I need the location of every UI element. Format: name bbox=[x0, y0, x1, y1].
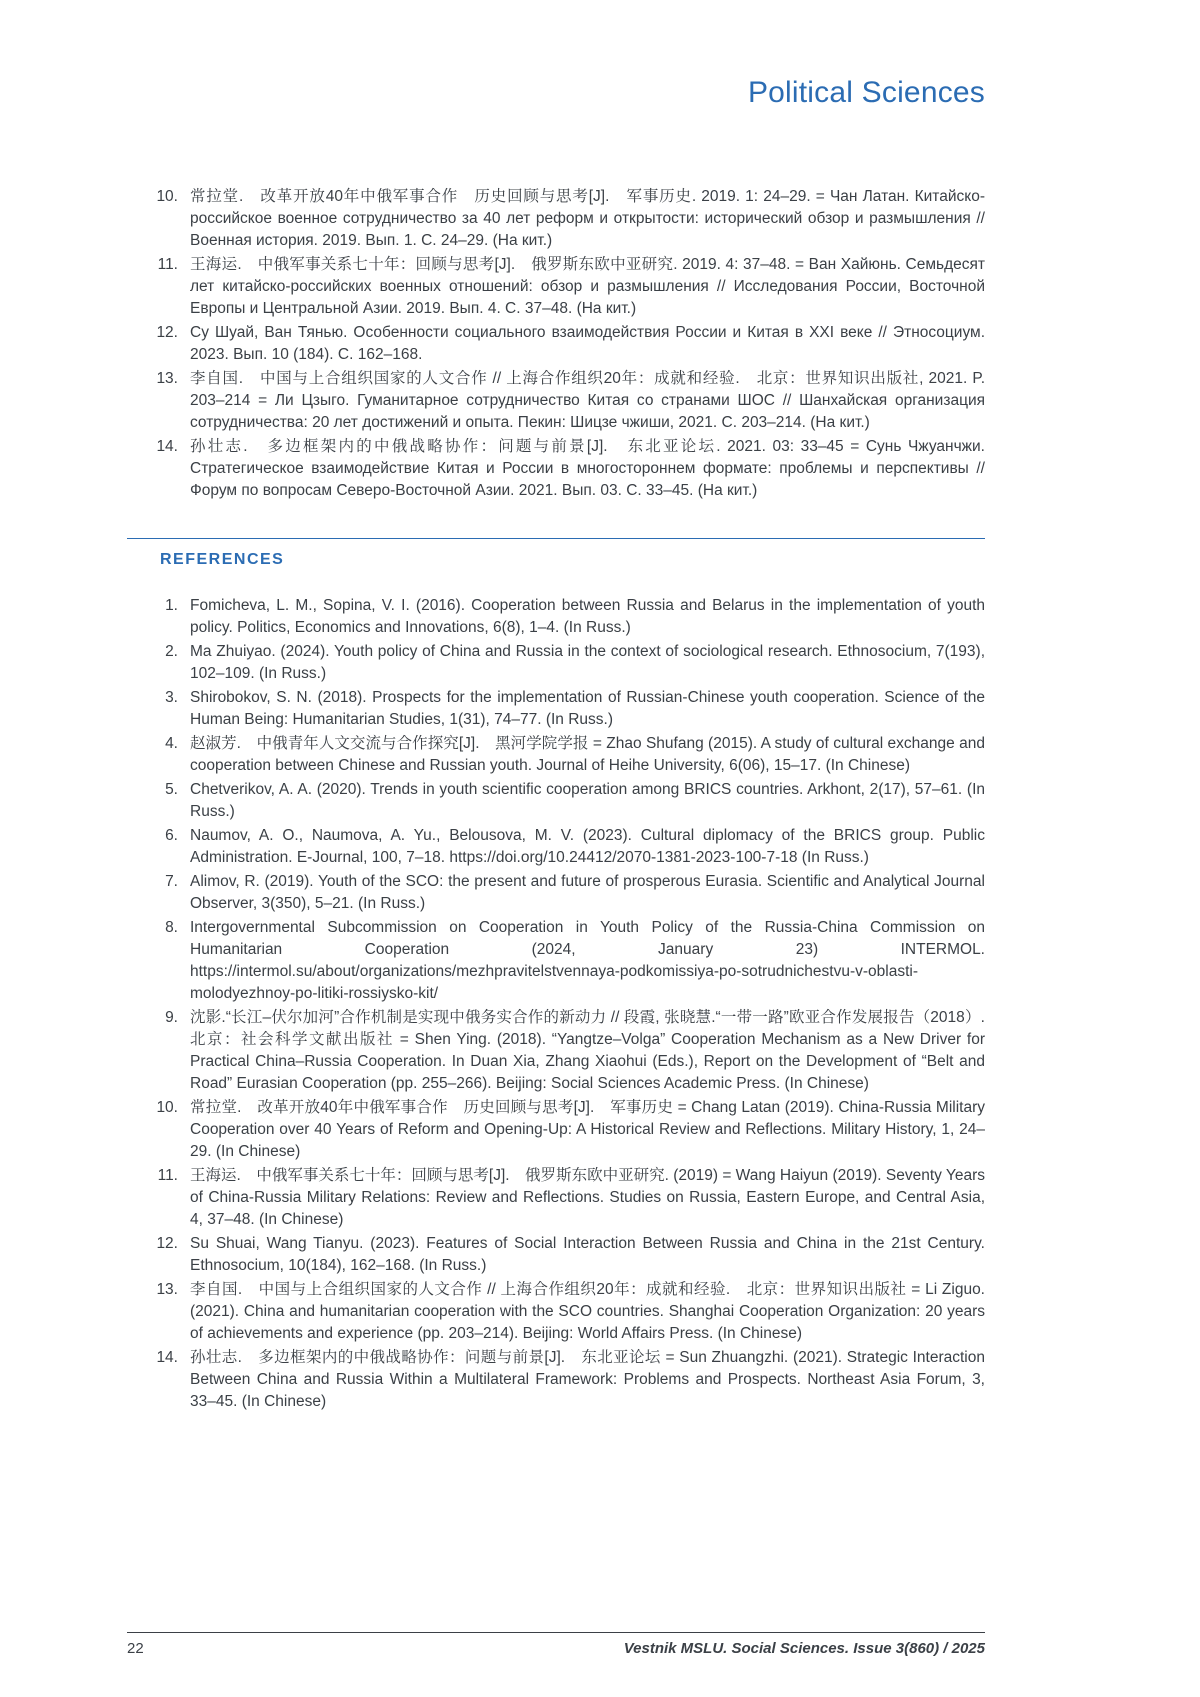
item-text: Su Shuai, Wang Tianyu. (2023). Features of Social Interaction Between Russia and China in the 21st Century. Ethnosocium, 10(184), 162–168. (In Russ.) bbox=[190, 1235, 985, 1274]
item-number: 1. bbox=[165, 597, 178, 614]
reference-item bbox=[127, 825, 985, 869]
item-text: 王海运. 中俄军事关系七十年：回顾与思考[J]. 俄罗斯东欧中亚研究. (2019) = Wang Haiyun (2019). Seventy Years of China-Russia Military Relations: Review and Reflections. Studies on Russia, Eastern Europe, and Central Asia, 4, 37–48. (In Chinese) bbox=[190, 1167, 985, 1228]
journal-info: Vestnik MSLU. Social Sciences. Issue 3(860) / 2025 bbox=[623, 1640, 985, 1657]
item-number: 8. bbox=[165, 919, 178, 936]
item-number: 10. bbox=[156, 188, 178, 205]
item-text: 孙壮志. 多边框架内的中俄战略协作：问题与前景[J]. 东北亚论坛. 2021. 03: 33–45 = Сунь Чжуанчжи. Стратегическое взаимодействие Китая и России в многостороннем формате: проблемы и перспективы // Форум по вопросам Северо-Восточной Азии. 2021. Вып. 03. С. 33–45. (На кит.) bbox=[190, 438, 985, 499]
item-text: Chetverikov, A. A. (2020). Trends in youth scientific cooperation among BRICS countries. Arkhont, 2(17), 57–61. (In Russ.) bbox=[190, 781, 985, 820]
item-number: 5. bbox=[165, 781, 178, 798]
item-text: 沈影.“长江–伏尔加河”合作机制是实现中俄务实合作的新动力 // 段霞, 张晓慧.“一带一路”欧亚合作发展报告（2018）. 北京：社会科学文献出版社 = Shen Ying. (2018). “Yangtze–Volga” Cooperation Mechanism as a New Driver for Practical China–Russia Cooperation. In Duan Xia, Zhang Xiaohui (Eds.), Report on the Development of “Belt and Road” Eurasian Cooperation (pp. 255–266). Beijing: Social Sciences Academic Press. (In Chinese) bbox=[190, 1009, 1001, 1092]
item-text: 赵淑芳. 中俄青年人文交流与合作探究[J]. 黑河学院学报 = Zhao Shufang (2015). A study of cultural exchange and cooperation between Chinese and Russian youth. Journal of Heihe University, 6(06), 15–17. (In Chinese) bbox=[190, 735, 985, 774]
item-text: Naumov, A. O., Naumova, A. Yu., Belousova, M. V. (2023). Cultural diplomacy of the BRICS group. Public Administration. E-Journal, 100, 7–18. https://doi.org/10.24412/2070-1381-2023-100-7-18 (In Russ.) bbox=[190, 827, 985, 866]
item-number: 10. bbox=[156, 1099, 178, 1116]
section-divider bbox=[127, 538, 985, 539]
page-number: 22 bbox=[127, 1640, 144, 1657]
reference-item bbox=[127, 687, 985, 731]
reference-item bbox=[127, 595, 985, 639]
reference-item bbox=[127, 641, 985, 685]
bibliography-item bbox=[127, 186, 985, 252]
item-number: 13. bbox=[156, 370, 178, 387]
bibliography-item bbox=[127, 254, 985, 320]
reference-item bbox=[127, 871, 985, 915]
reference-item bbox=[127, 1007, 1001, 1095]
item-number: 11. bbox=[157, 256, 178, 273]
reference-item bbox=[127, 733, 985, 777]
item-text: 王海运. 中俄军事关系七十年：回顾与思考[J]. 俄罗斯东欧中亚研究. 2019. 4: 37–48. = Ван Хайюнь. Семьдесят лет китайско-российских военных отношений: обзор и размышления // Исследования России, Восточной Европы и Центральной Азии. 2019. Вып. 4. С. 37–48. (На кит.) bbox=[190, 256, 985, 317]
item-number: 11. bbox=[157, 1167, 178, 1184]
item-number: 12. bbox=[156, 1235, 178, 1252]
item-number: 9. bbox=[165, 1009, 178, 1026]
reference-item bbox=[127, 779, 985, 823]
item-number: 3. bbox=[165, 689, 178, 706]
footer-divider bbox=[127, 1632, 985, 1633]
item-number: 12. bbox=[156, 324, 178, 341]
item-number: 7. bbox=[165, 873, 178, 890]
reference-item bbox=[127, 917, 985, 1005]
page-footer bbox=[127, 1632, 985, 1657]
item-text: 李自国. 中国与上合组织国家的人文合作 // 上海合作组织20年：成就和经验. 北京：世界知识出版社 = Li Ziguo. (2021). China and humanitarian cooperation with the SCO countries. Shanghai Cooperation Organization: 20 years of achievements and experience (pp. 203–214). Beijing: World Affairs Press. (In Chinese) bbox=[190, 1281, 985, 1342]
item-text: 李自国. 中国与上合组织国家的人文合作 // 上海合作组织20年：成就和经验. 北京：世界知识出版社, 2021. P. 203–214 = Ли Цзыго. Гуманитарное сотрудничество Китая со странами ШОС // Шанхайская организация сотрудничества: 20 лет достижений и опыта. Пекин: Шицзе чжиши, 2021. С. 203–214. (На кит.) bbox=[190, 370, 985, 431]
reference-item bbox=[127, 1165, 985, 1231]
item-text: Ma Zhuiyao. (2024). Youth policy of China and Russia in the context of sociological research. Ethnosocium, 7(193), 102–109. (In Russ.) bbox=[190, 643, 985, 682]
bibliography-item bbox=[127, 368, 985, 434]
item-text: 常拉堂. 改革开放40年中俄军事合作 历史回顾与思考[J]. 军事历史. 2019. 1: 24–29. = Чан Латан. Китайско-российское военное сотрудничество за 40 лет реформ и открытости: исторический обзор и размышления // Военная история. 2019. Вып. 1. С. 24–29. (На кит.) bbox=[190, 188, 985, 249]
references-heading: REFERENCES bbox=[160, 551, 285, 568]
bibliography-ru-list bbox=[127, 186, 985, 502]
item-number: 13. bbox=[156, 1281, 178, 1298]
bibliography-item bbox=[127, 436, 985, 502]
references-list bbox=[127, 595, 1001, 1413]
bibliography-item bbox=[127, 322, 985, 366]
item-number: 2. bbox=[165, 643, 178, 660]
item-text: Shirobokov, S. N. (2018). Prospects for the implementation of Russian-Chinese youth cooperation. Science of the Human Being: Humanitarian Studies, 1(31), 74–77. (In Russ.) bbox=[190, 689, 985, 728]
reference-item bbox=[127, 1279, 985, 1345]
reference-item bbox=[127, 1233, 985, 1277]
item-text: Alimov, R. (2019). Youth of the SCO: the present and future of prosperous Eurasia. Scientific and Analytical Journal Observer, 3(350), 5–21. (In Russ.) bbox=[190, 873, 985, 912]
item-text: 常拉堂. 改革开放40年中俄军事合作 历史回顾与思考[J]. 军事历史 = Chang Latan (2019). China-Russia Military Cooperation over 40 Years of Reform and Opening-Up: A Historical Review and Reflections. Military History, 1, 24–29. (In Chinese) bbox=[190, 1099, 985, 1160]
item-number: 14. bbox=[156, 1349, 178, 1366]
reference-item bbox=[127, 1097, 985, 1163]
content-frame bbox=[127, 186, 1001, 1415]
item-number: 4. bbox=[165, 735, 178, 752]
page-title: Political Sciences bbox=[747, 76, 985, 109]
item-text: Intergovernmental Subcommission on Cooperation in Youth Policy of the Russia-China Commission on Humanitarian Cooperation (2024, January 23) INTERMOL. https://intermol.su/about/organizations/mezhpravitelstvennaya-podkomissiya-po-sotrudnichestvu-v-oblasti-molodyezhnoy-po-litiki-rossiysko-kit/ bbox=[190, 919, 985, 1002]
reference-item bbox=[127, 1347, 985, 1413]
footer-row bbox=[127, 1640, 985, 1657]
item-text: Су Шуай, Ван Тянью. Особенности социального взаимодействия России и Китая в XXI веке // Этносоциум. 2023. Вып. 10 (184). С. 162–168. bbox=[190, 324, 985, 363]
item-text: Fomicheva, L. M., Sopina, V. I. (2016). Cooperation between Russia and Belarus in the implementation of youth policy. Politics, Economics and Innovations, 6(8), 1–4. (In Russ.) bbox=[190, 597, 985, 636]
item-text: 孙壮志. 多边框架内的中俄战略协作：问题与前景[J]. 东北亚论坛 = Sun Zhuangzhi. (2021). Strategic Interaction Between China and Russia Within a Multilateral Framework: Problems and Prospects. Northeast Asia Forum, 3, 33–45. (In Chinese) bbox=[190, 1349, 985, 1410]
item-number: 14. bbox=[156, 438, 178, 455]
item-number: 6. bbox=[165, 827, 178, 844]
